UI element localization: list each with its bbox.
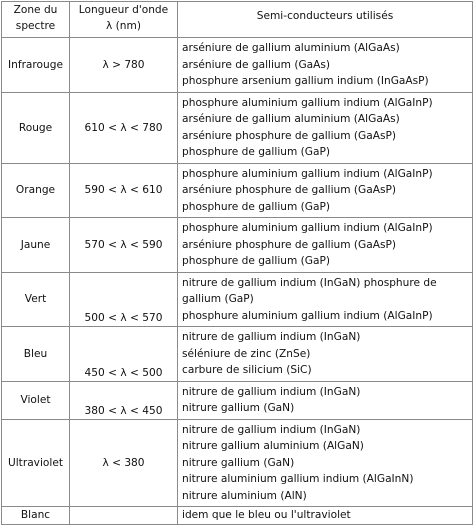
zone-label: Jaune bbox=[20, 238, 51, 251]
semiconductors-cell bbox=[178, 218, 473, 273]
semiconductor-item: arséniure phosphure de gallium (GaAsP) bbox=[182, 184, 397, 196]
zone-label: Rouge bbox=[18, 121, 53, 134]
zone-cell bbox=[2, 327, 70, 382]
semiconductors-cell bbox=[178, 419, 473, 507]
wavelength-cell bbox=[70, 381, 178, 419]
wavelength-value: λ < 380 bbox=[102, 456, 145, 469]
semiconductor-item: phosphure aluminium gallium indium (AlGaInP) bbox=[182, 309, 433, 322]
semiconductors-cell bbox=[178, 163, 473, 218]
table-row bbox=[2, 218, 473, 273]
zone-cell bbox=[2, 381, 70, 419]
semiconductor-item: carbure de silicium (SiC) bbox=[182, 364, 312, 376]
semiconductor-item: idem que le bleu ou l'ultraviolet bbox=[182, 509, 351, 521]
semiconductor-item: phosphure de gallium (GaP) bbox=[182, 255, 331, 267]
table-row bbox=[2, 419, 473, 507]
table-row bbox=[2, 507, 473, 525]
zone-label: Blanc bbox=[20, 509, 51, 522]
semiconductor-item: nitrure gallium aluminium (AlGaN) bbox=[182, 440, 364, 452]
header-wavelength-label: Longueur d'onde λ (nm) bbox=[78, 4, 169, 32]
table-row bbox=[2, 272, 473, 327]
semiconductor-item: arséniure de gallium aluminium (AlGaAs) bbox=[182, 42, 400, 54]
semiconductors-cell bbox=[178, 507, 473, 525]
zone-cell bbox=[2, 272, 70, 327]
semiconductor-item: arséniure phosphure de gallium (GaAsP) bbox=[182, 238, 397, 251]
semiconductor-item: arséniure de gallium (GaAs) bbox=[182, 58, 331, 71]
semiconductor-item: phosphure aluminium gallium indium (AlGaInP) bbox=[182, 222, 433, 234]
semiconductors-cell bbox=[178, 327, 473, 382]
wavelength-value: 500 < λ < 570 bbox=[84, 312, 163, 324]
semiconductor-item: nitrure aluminium gallium indium (AlGaInN) bbox=[182, 473, 414, 485]
wavelength-value: λ > 780 bbox=[102, 58, 145, 71]
zone-cell bbox=[2, 163, 70, 218]
wavelength-cell bbox=[70, 92, 178, 163]
semiconductor-item: nitrure de gallium indium (InGaN) bbox=[182, 423, 361, 436]
semiconductor-item: nitrure de gallium indium (InGaN) phosphure de gallium (GaP) bbox=[182, 276, 437, 305]
header-semiconductors-label: Semi-conducteurs utilisés bbox=[256, 10, 394, 22]
semiconductor-item: nitrure de gallium indium (InGaN) bbox=[182, 331, 361, 343]
zone-cell bbox=[2, 218, 70, 273]
header-wavelength bbox=[70, 2, 178, 38]
wavelength-cell bbox=[70, 272, 178, 327]
zone-cell bbox=[2, 419, 70, 507]
header-zone-label: Zone du spectre bbox=[13, 4, 58, 32]
wavelength-value: 590 < λ < 610 bbox=[84, 184, 163, 197]
zone-label: Vert bbox=[24, 293, 47, 306]
table-row bbox=[2, 381, 473, 419]
zone-label: Bleu bbox=[23, 347, 48, 360]
led-semiconductor-table bbox=[1, 1, 473, 525]
wavelength-cell bbox=[70, 419, 178, 507]
zone-label: Infrarouge bbox=[8, 58, 63, 71]
table-row bbox=[2, 327, 473, 382]
wavelength-value: 610 < λ < 780 bbox=[84, 121, 163, 134]
zone-label: Violet bbox=[20, 394, 51, 406]
semiconductor-item: phosphure de gallium (GaP) bbox=[182, 200, 331, 213]
table-row bbox=[2, 163, 473, 218]
header-semiconductors bbox=[178, 2, 473, 38]
zone-label: Ultraviolet bbox=[7, 456, 63, 469]
wavelength-cell bbox=[70, 507, 178, 525]
wavelength-value: 570 < λ < 590 bbox=[84, 238, 163, 251]
semiconductor-item: phosphure aluminium gallium indium (AlGaInP) bbox=[182, 96, 433, 109]
semiconductors-cell bbox=[178, 272, 473, 327]
semiconductors-cell bbox=[178, 38, 473, 93]
zone-cell bbox=[2, 92, 70, 163]
semiconductor-item: nitrure gallium (GaN) bbox=[182, 402, 295, 414]
wavelength-value: 380 < λ < 450 bbox=[84, 404, 163, 417]
zone-cell bbox=[2, 38, 70, 93]
header-row bbox=[2, 2, 473, 38]
semiconductor-item: séléniure de zinc (ZnSe) bbox=[182, 347, 311, 360]
semiconductors-cell bbox=[178, 381, 473, 419]
semiconductor-item: nitrure de gallium indium (InGaN) bbox=[182, 385, 361, 398]
semiconductor-item: phosphure aluminium gallium indium (AlGaInP) bbox=[182, 167, 433, 180]
semiconductor-item: nitrure gallium (GaN) bbox=[182, 456, 295, 469]
wavelength-cell bbox=[70, 163, 178, 218]
zone-cell bbox=[2, 507, 70, 525]
semiconductors-cell bbox=[178, 92, 473, 163]
table-row bbox=[2, 38, 473, 93]
header-zone bbox=[2, 2, 70, 38]
wavelength-value: 450 < λ < 500 bbox=[84, 366, 163, 379]
semiconductor-item: phosphure de gallium (GaP) bbox=[182, 146, 331, 158]
semiconductor-item: nitrure aluminium (AlN) bbox=[182, 489, 307, 502]
semiconductor-item: phosphure arsenium gallium indium (InGaAsP) bbox=[182, 75, 429, 87]
wavelength-cell bbox=[70, 218, 178, 273]
wavelength-cell bbox=[70, 38, 178, 93]
zone-label: Orange bbox=[15, 184, 56, 197]
wavelength-cell bbox=[70, 327, 178, 382]
semiconductor-item: arséniure de gallium aluminium (AlGaAs) bbox=[182, 113, 400, 125]
semiconductor-item: arséniure phosphure de gallium (GaAsP) bbox=[182, 129, 397, 142]
table-row bbox=[2, 92, 473, 163]
